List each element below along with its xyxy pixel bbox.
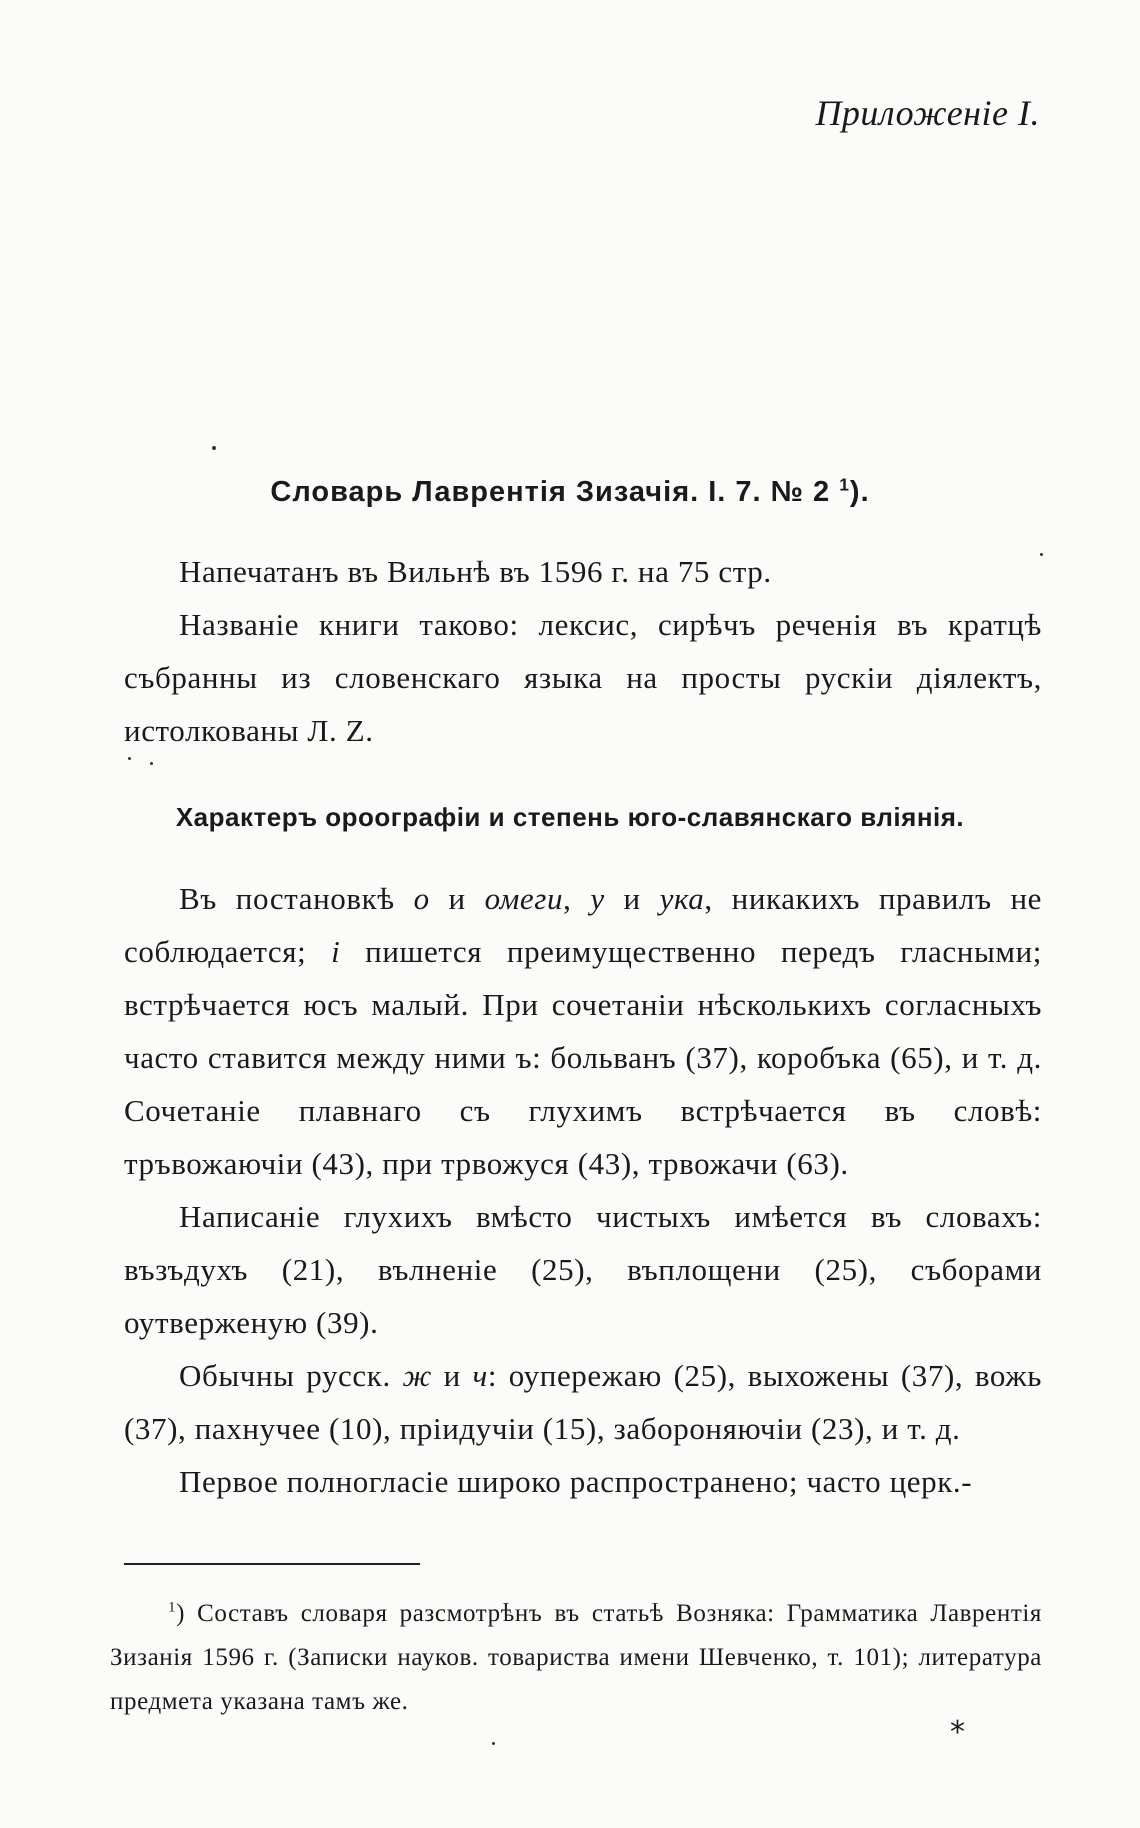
text-run: Обычны русск. — [179, 1358, 403, 1393]
ink-speck — [212, 446, 216, 450]
text-run: и — [431, 1358, 473, 1393]
text-run: , — [563, 881, 591, 916]
footnote-mark: 1 — [168, 1599, 177, 1616]
footnote-divider — [124, 1563, 420, 1565]
italic-run: ука — [659, 881, 705, 916]
footnote-reference: 1 — [839, 474, 850, 495]
section-title-text: Словарь Лаврентія Зизачія. I. 7. № 2 — [270, 476, 831, 508]
text-run: Въ постановкѣ — [179, 881, 414, 916]
printer-mark: * — [950, 1715, 965, 1750]
ink-speck — [150, 762, 153, 765]
italic-run: о — [413, 881, 430, 916]
text-run: и — [429, 881, 485, 916]
subsection-title: Характеръ ороографіи и степень юго-славянскаго вліянія. — [175, 802, 965, 832]
italic-run: у — [590, 881, 605, 916]
text-run: и — [604, 881, 660, 916]
italic-run: омеги — [484, 881, 564, 916]
italic-run: і — [331, 934, 341, 969]
running-head: Приложеніе I. — [815, 93, 1040, 133]
ink-speck — [128, 757, 131, 760]
book-title-paragraph: Названіе книги таково: лексис, сирѣчъ реченія въ кратцѣ събранны из словенскаго языка на просты рускіи діялектъ, истолкованы Л. Z. — [124, 607, 1042, 748]
footnote-text — [110, 1592, 1042, 1724]
italic-run: ж — [402, 1358, 432, 1393]
paragraph: Первое полногласіе широко распространено; часто церк.- — [179, 1464, 973, 1499]
text-run: , никакихъ правилъ не соблюдается; — [124, 881, 1043, 969]
footnote-body: ) Составъ словаря разсмотрѣнъ въ статьѣ Возняка: Грамматика Лаврентія Зизанія 1596 г. (Записки науков. товариства имени Шевченко, т. 101); литература предмета указана тамъ же. — [110, 1600, 1042, 1715]
body-text — [124, 872, 1042, 1508]
publication-line: Напечатанъ въ Вильнѣ въ 1596 г. на 75 стр. — [179, 554, 772, 589]
text-run: пишется преимущественно передъ гласными; встрѣчается юсъ малый. При сочетаніи нѣсколькихъ согласныхъ часто ставится между ними ъ: больванъ (37), коробъка (65), и т. д. Сочетаніе плавнаго съ глухимъ встрѣчается въ словѣ: тръвожаючіи (43), при трвожуся (43), трвожачи (63). — [124, 934, 1042, 1181]
paragraph: Написаніе глухихъ вмѣсто чистыхъ имѣется въ словахъ: възъдухъ (21), вълненіе (25), въплощени (25), съборами оутверженую (39). — [124, 1199, 1042, 1340]
ink-speck — [492, 1742, 495, 1745]
section-title-close: ). — [849, 476, 870, 508]
paragraph — [124, 1349, 1042, 1455]
section-title — [0, 476, 1140, 509]
footnote — [110, 1592, 1042, 1724]
publication-info — [124, 545, 1042, 757]
italic-run: ч — [472, 1358, 488, 1393]
paragraph — [124, 872, 1042, 1190]
text-run: : оупережаю (25), выхожены (37), вожь (37), пахнучее (10), пріидучіи (15), забороняючіи (23), и т. д. — [124, 1358, 1042, 1446]
